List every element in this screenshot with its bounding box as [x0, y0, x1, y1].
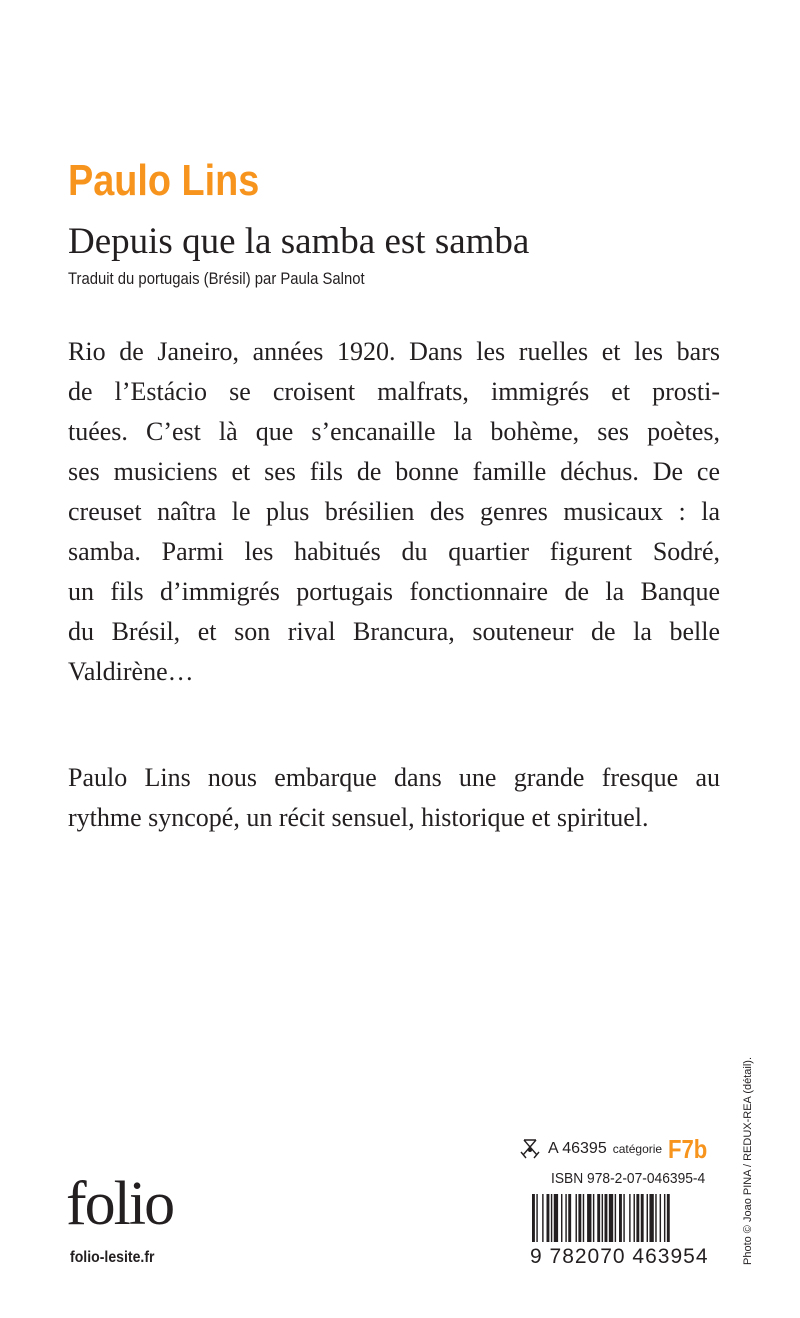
barcode-bar	[554, 1194, 558, 1242]
barcode-bar	[605, 1194, 608, 1242]
blurb-line: Rio de Janeiro, années 1920. Dans les ruelles et les bars	[68, 337, 720, 366]
book-title: Depuis que la samba est samba	[68, 221, 530, 262]
blurb-line: un fils d’immigrés portugais fonctionnaire de la Banque	[68, 577, 720, 606]
category-code: F7b	[668, 1133, 708, 1164]
folio-colophon-icon	[520, 1138, 540, 1160]
barcode-bar	[593, 1194, 594, 1242]
blurb-line: Paulo Lins nous embarque dans une grande fresque au	[68, 763, 720, 792]
barcode-bar	[583, 1194, 584, 1242]
folio-logo: folio	[66, 1170, 174, 1238]
barcode-bar	[634, 1194, 635, 1242]
barcode-bar	[615, 1194, 616, 1242]
category-label: catégorie	[612, 1142, 663, 1156]
barcode-bar	[542, 1194, 543, 1242]
barcode-bar	[602, 1194, 603, 1242]
barcode-bar	[649, 1194, 653, 1242]
barcode-bar	[660, 1194, 661, 1242]
catalog-info	[520, 1134, 714, 1164]
blurb-paragraph-2	[68, 758, 720, 838]
blurb-line: de l’Estácio se croisent malfrats, immigrés et prosti-	[68, 377, 720, 406]
barcode-bar	[664, 1194, 665, 1242]
blurb-paragraph-1	[68, 332, 720, 692]
isbn-text: ISBN 978-2-07-046395-4	[551, 1170, 706, 1187]
catalog-number: A 46395	[548, 1140, 607, 1157]
barcode-bar	[636, 1194, 639, 1242]
barcode-bar	[655, 1194, 656, 1242]
barcode-bar	[532, 1194, 535, 1242]
barcode-bar	[578, 1194, 581, 1242]
photo-credit: Photo © Joao PINA / REDUX-REA (détail).	[742, 1056, 754, 1265]
blurb-line: du Brésil, et son rival Brancura, souteneur de la belle	[68, 617, 720, 646]
website-link: folio-lesite.fr	[70, 1249, 155, 1266]
barcode-digits: 9 782070 463954	[530, 1245, 709, 1268]
barcode-bar	[551, 1194, 552, 1242]
blurb-line: rythme syncopé, un récit sensuel, historique et spirituel.	[68, 803, 649, 832]
barcode-bar	[647, 1194, 648, 1242]
barcode-bar	[547, 1194, 550, 1242]
author-name: Paulo Lins	[68, 156, 260, 205]
barcode-bar	[568, 1194, 571, 1242]
barcode-bar	[536, 1194, 537, 1242]
barcode-bar	[597, 1194, 600, 1242]
barcode-bar	[587, 1194, 591, 1242]
barcode-bar	[565, 1194, 566, 1242]
barcode-bar	[629, 1194, 630, 1242]
blurb-line: tuées. C’est là que s’encanaille la bohème, ses poètes,	[68, 417, 720, 446]
barcode-bar	[623, 1194, 624, 1242]
blurb-line: Valdirène…	[68, 657, 194, 686]
barcode-bar	[576, 1194, 577, 1242]
barcode-bar	[619, 1194, 622, 1242]
barcode-bar	[609, 1194, 613, 1242]
translator-credit: Traduit du portugais (Brésil) par Paula Salnot	[68, 270, 365, 288]
blurb-line: samba. Parmi les habitués du quartier figurent Sodré,	[68, 537, 720, 566]
barcode-bar	[641, 1194, 644, 1242]
barcode-bar	[561, 1194, 562, 1242]
blurb-line: creuset naîtra le plus brésilien des genres musicaux : la	[68, 497, 720, 526]
barcode-bar	[667, 1194, 670, 1242]
blurb-line: ses musiciens et ses fils de bonne famille déchus. De ce	[68, 457, 720, 486]
